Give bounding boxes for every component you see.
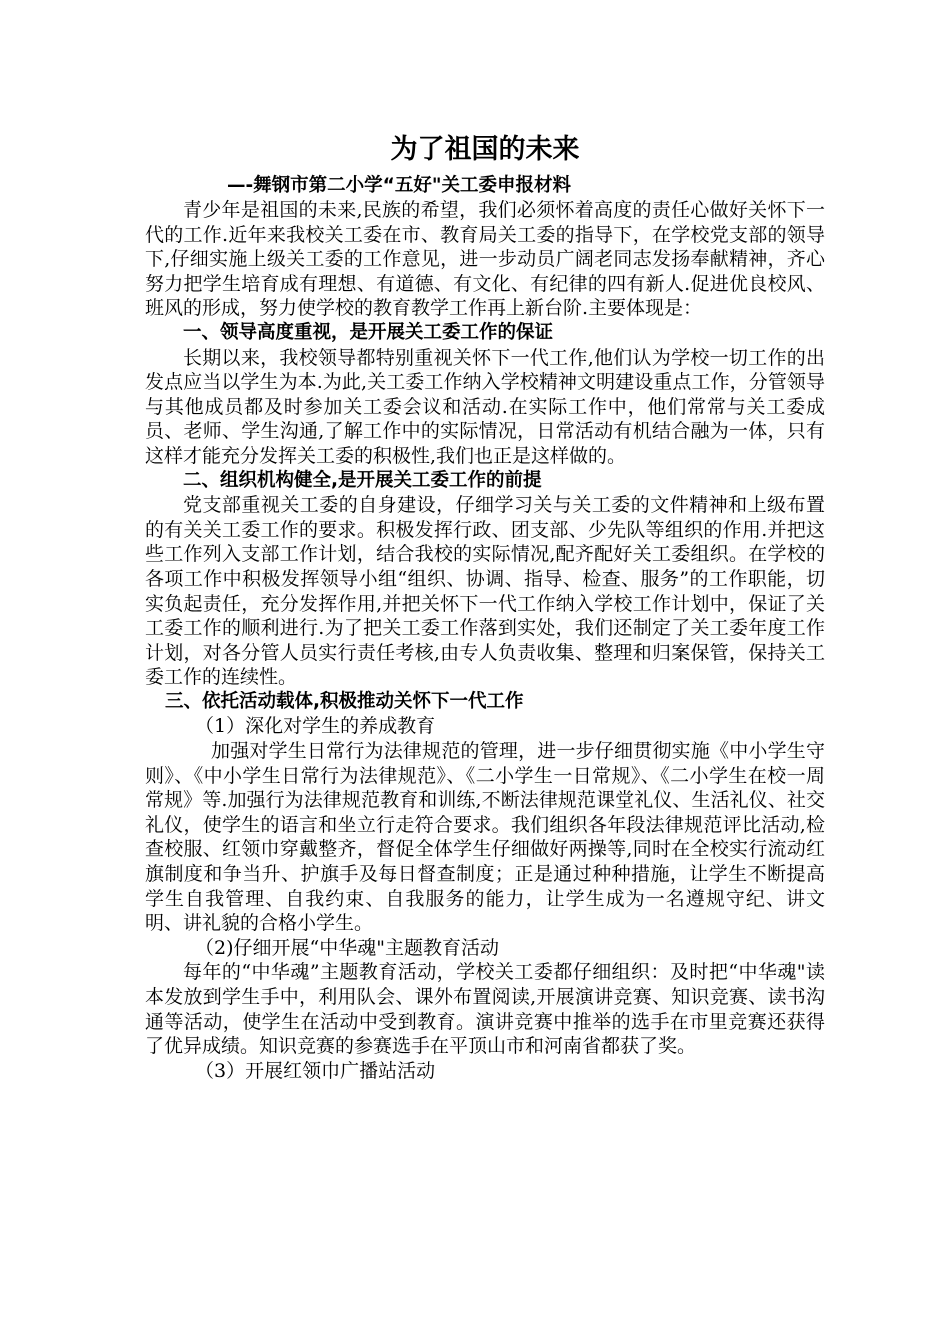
- section-3-heading: 三、依托活动载体,积极推动关怀下一代工作: [165, 690, 524, 712]
- section-1-paragraph: 长期以来，我校领导都特别重视关怀下一代工作,他们认为学校一切工作的出发点应当以学生为本.为此,关工委工作纳入学校精神文明建设重点工作，分管领导与其他成员都及时参加关工委会议和活动.在实际工作中，他们常常与关工委成员、老师、学生沟通,了解工作中的实际情况，日常活动有机结合融为一体，只有这样才能充分发挥关工委的积极性,我们也正是这样做的。: [145, 346, 825, 467]
- item-3-heading: （3）开展红领巾广播站活动: [195, 1059, 436, 1082]
- section-1-heading: 一、领导高度重视，是开展关工委工作的保证: [183, 321, 554, 343]
- item-1-heading: （1）深化对学生的养成教育: [195, 715, 436, 738]
- section-2-paragraph: 党支部重视关工委的自身建设，仔细学习关与关工委的文件精神和上级布置的有关关工委工作的要求。积极发挥行政、团支部、少先队等组织的作用.并把这些工作列入支部工作计划，结合我校的实际情况,配齐配好关工委组织。在学校的各项工作中积极发挥领导小组“组织、协调、指导、检查、服务”的工作职能，切实负起责任，充分发挥作用,并把关怀下一代工作纳入学校工作计划中，保证了关工委工作的顺利进行.为了把关工委工作落到实处，我们还制定了关工委年度工作计划，对各分管人员实行责任考核,由专人负责收集、整理和归案保管，保持关工委工作的连续性。: [145, 494, 825, 689]
- item-2-heading: （2)仔细开展“中华魂"主题教育活动: [195, 936, 499, 959]
- item-1-paragraph: 加强对学生日常行为法律规范的管理，进一步仔细贯彻实施《中小学生守则》、《中小学生日常行为法律规范》、《二小学生一日常规》、《二小学生在校一周常规》等.加强行为法律规范教育和训练,不断法律规范课堂礼仪、生活礼仪、社交礼仪，使学生的语言和坐立行走符合要求。我们组织各年段法律规范评比活动,检查校服、红领巾穿戴整齐，督促全体学生仔细做好两操等,同时在全校实行流动红旗制度和争当升、护旗手及每日督查制度；正是通过种种措施，让学生不断提高学生自我管理、自我约束、自我服务的能力，让学生成为一名遵规守纪、讲文明、讲礼貌的合格小学生。: [145, 740, 825, 935]
- document-subtitle: —-舞钢市第二小学“五好"关工委申报材料: [227, 175, 571, 196]
- document-page: [145, 132, 825, 1083]
- document-title: 为了祖国的未来: [390, 134, 580, 165]
- item-2-paragraph: 每年的“中华魂”主题教育活动，学校关工委都仔细组织：及时把“中华魂"读本发放到学生手中，利用队会、课外布置阅读,开展演讲竞赛、知识竞赛、读书沟通等活动，使学生在活动中受到教育。演讲竞赛中推举的选手在市里竞赛还获得了优异成绩。知识竞赛的参赛选手在平顶山市和河南省都获了奖。: [145, 961, 825, 1058]
- intro-paragraph: 青少年是祖国的未来,民族的希望，我们必须怀着高度的责任心做好关怀下一代的工作.近年来我校关工委在市、教育局关工委的指导下，在学校党支部的领导下,仔细实施上级关工委的工作意见，进一步动员广阔老同志发扬奉献精神，齐心努力把学生培育成有理想、有道德、有文化、有纪律的四有新人.促进优良校风、班风的形成，努力使学校的教育教学工作再上新台阶.主要体现是：: [145, 199, 825, 320]
- section-2-heading: 二、组织机构健全,是开展关工委工作的前提: [183, 469, 542, 491]
